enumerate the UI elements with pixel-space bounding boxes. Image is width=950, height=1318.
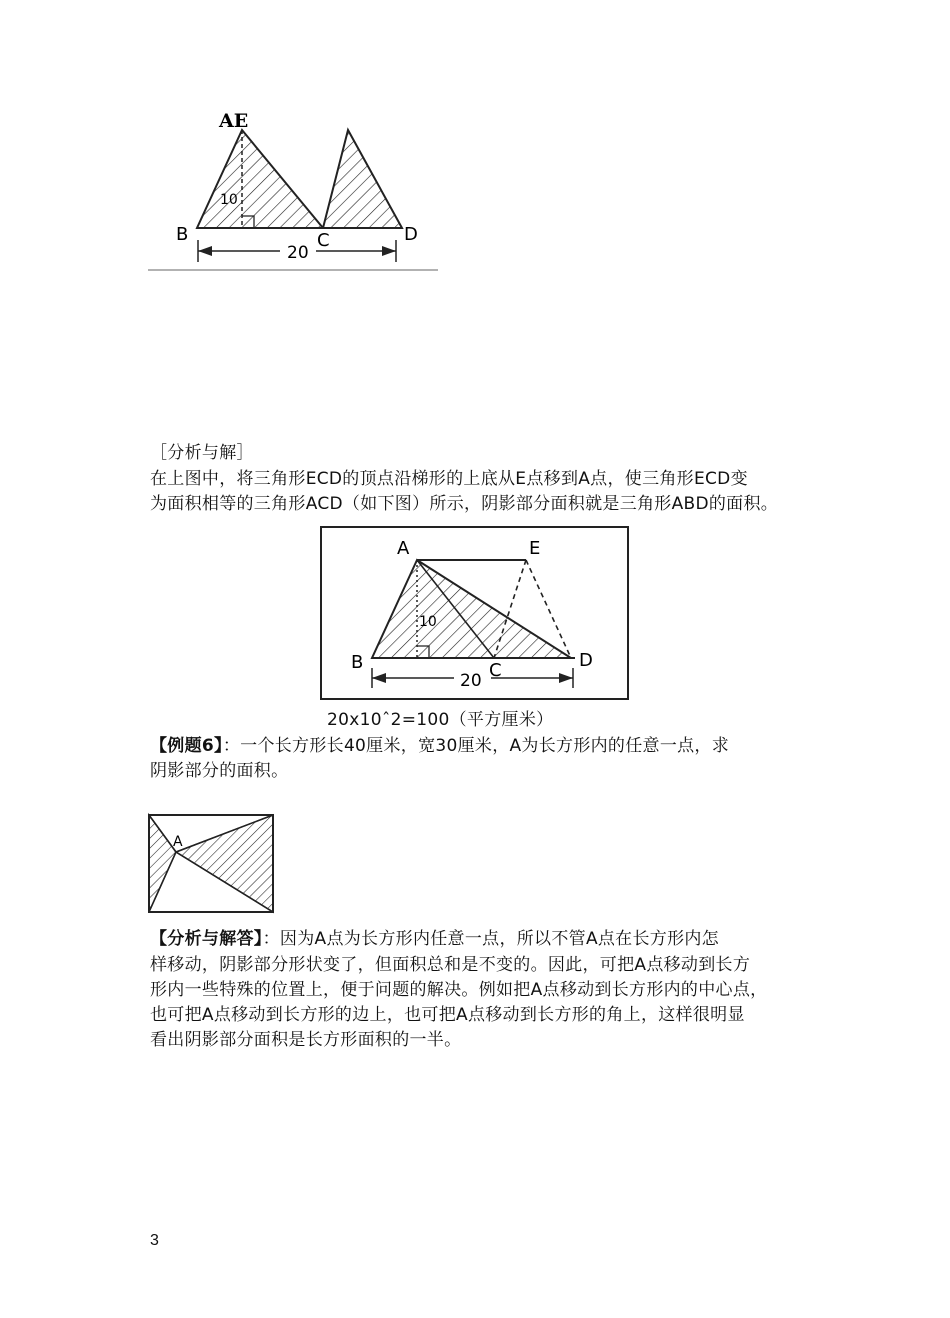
label-a: A <box>173 834 183 850</box>
label-base: 20 <box>460 671 482 691</box>
figure-rectangle-3 <box>146 812 278 918</box>
label-c: C <box>317 230 330 251</box>
example-6-line-1 <box>150 733 729 759</box>
analysis-line-3: 形内一些特殊的位置上，便于问题的解决。例如把A点移动到长方形内的中心点， <box>150 980 768 1000</box>
arrow-right-icon <box>559 673 573 683</box>
analysis-tag: 【分析与解答】 <box>150 929 263 949</box>
example-6-text: ：一个长方形长40厘米，宽30厘米，A为长方形内的任意一点，求 <box>222 736 730 756</box>
arrow-right-icon <box>382 246 396 256</box>
page-number: 3 <box>150 1232 159 1249</box>
label-height: 10 <box>419 614 437 630</box>
figure-trapezoid-2 <box>319 526 631 702</box>
figure-triangles-1 <box>140 100 450 275</box>
label-a: A <box>397 538 410 559</box>
analysis-line-2: 样移动，阴影部分形状变了，但面积总和是不变的。因此，可把A点移动到长方 <box>150 955 751 975</box>
label-b: B <box>176 224 189 245</box>
triangle-ecd <box>323 130 402 228</box>
section-heading: ［分析与解］ <box>150 443 254 463</box>
label-c: C <box>489 660 502 681</box>
analysis-text: ：因为A点为长方形内任意一点，所以不管A点在长方形内怎 <box>262 929 719 949</box>
analysis-line-5: 看出阴影部分面积是长方形面积的一半。 <box>150 1030 462 1050</box>
label-b: B <box>351 652 364 673</box>
label-ae: AE <box>219 110 249 132</box>
triangle-ebc <box>197 130 323 228</box>
example-6-tag: 【例题6】 <box>150 736 223 756</box>
label-e: E <box>529 538 541 559</box>
label-height: 10 <box>220 192 238 208</box>
label-d: D <box>404 224 418 245</box>
example-6-line-2: 阴影部分的面积。 <box>150 761 289 781</box>
label-base: 20 <box>287 243 309 263</box>
analysis-line-4: 也可把A点移动到长方形的边上，也可把A点移动到长方形的角上，这样很明显 <box>150 1005 745 1025</box>
section-text-line-2: 为面积相等的三角形ACD（如下图）所示，阴影部分面积就是三角形ABD的面积。 <box>150 494 779 514</box>
arrow-left-icon <box>372 673 386 683</box>
formula-result: 20x10ˆ2=100（平方厘米） <box>327 710 554 730</box>
triangle-abd-shaded <box>372 560 571 658</box>
arrow-left-icon <box>198 246 212 256</box>
section-text-line-1: 在上图中，将三角形ECD的顶点沿梯形的上底从E点移到A点，使三角形ECD变 <box>150 469 748 489</box>
analysis-line-1 <box>150 926 719 952</box>
label-d: D <box>579 650 593 671</box>
